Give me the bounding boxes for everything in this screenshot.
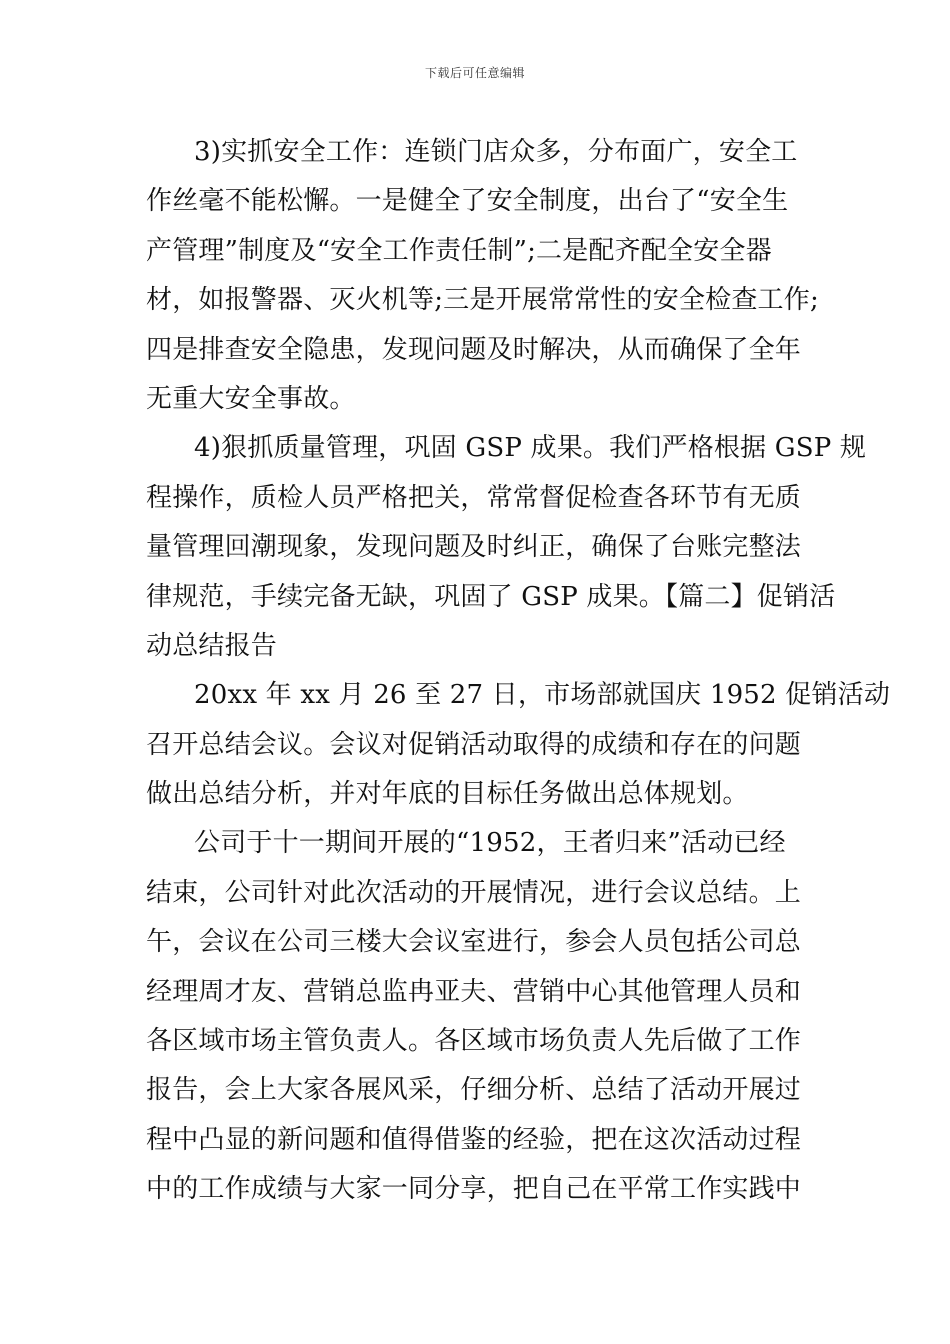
- text-line: 公司于十一期间开展的“1952，王者归来”活动已经: [194, 828, 786, 859]
- text-line: 4)狠抓质量管理，巩固 GSP 成果。我们严格根据 GSP 规: [194, 433, 867, 464]
- text-line: 量管理回潮现象，发现问题及时纠正，确保了台账完整法: [146, 532, 802, 563]
- text-line: 中的工作成绩与大家一同分享，把自己在平常工作实践中: [146, 1174, 802, 1205]
- text-line: 作丝毫不能松懈。一是健全了安全制度，出台了“安全生: [146, 186, 789, 217]
- text-line: 做出总结分析，并对年底的目标任务做出总体规划。: [146, 779, 749, 810]
- text-line: 报告，会上大家各展风采，仔细分析、总结了活动开展过: [146, 1075, 802, 1106]
- header-note: 下载后可任意编辑: [424, 66, 525, 80]
- text-line: 产管理”制度及“安全工作责任制”;二是配齐配全安全器: [146, 235, 772, 266]
- text-line: 午，会议在公司三楼大会议室进行，参会人员包括公司总: [146, 927, 802, 958]
- text-line: 经理周才友、营销总监冉亚夫、营销中心其他管理人员和: [146, 976, 802, 1007]
- text-line: 召开总结会议。会议对促销活动取得的成绩和存在的问题: [146, 729, 802, 760]
- document-body: [146, 128, 891, 1215]
- text-line: 程操作，质检人员严格把关，常常督促检查各环节有无质: [146, 482, 802, 513]
- text-line: 结束，公司针对此次活动的开展情况，进行会议总结。上: [146, 877, 802, 908]
- text-line: 材，如报警器、灭火机等;三是开展常常性的安全检查工作;: [146, 285, 819, 316]
- text-line: 无重大安全事故。: [146, 383, 356, 414]
- text-line: 20xx 年 xx 月 26 至 27 日，市场部就国庆 1952 促销活动: [194, 680, 891, 711]
- text-line: 程中凸显的新问题和值得借鉴的经验，把在这次活动过程: [146, 1124, 802, 1155]
- text-line: 各区域市场主管负责人。各区域市场负责人先后做了工作: [146, 1026, 802, 1057]
- text-line: 四是排查安全隐患，发现问题及时解决，从而确保了全年: [146, 334, 802, 365]
- text-line: 动总结报告: [146, 630, 278, 661]
- text-line: 律规范，手续完备无缺，巩固了 GSP 成果。【篇二】促销活: [146, 581, 836, 612]
- text-line: 3)实抓安全工作：连锁门店众多，分布面广，安全工: [194, 137, 798, 167]
